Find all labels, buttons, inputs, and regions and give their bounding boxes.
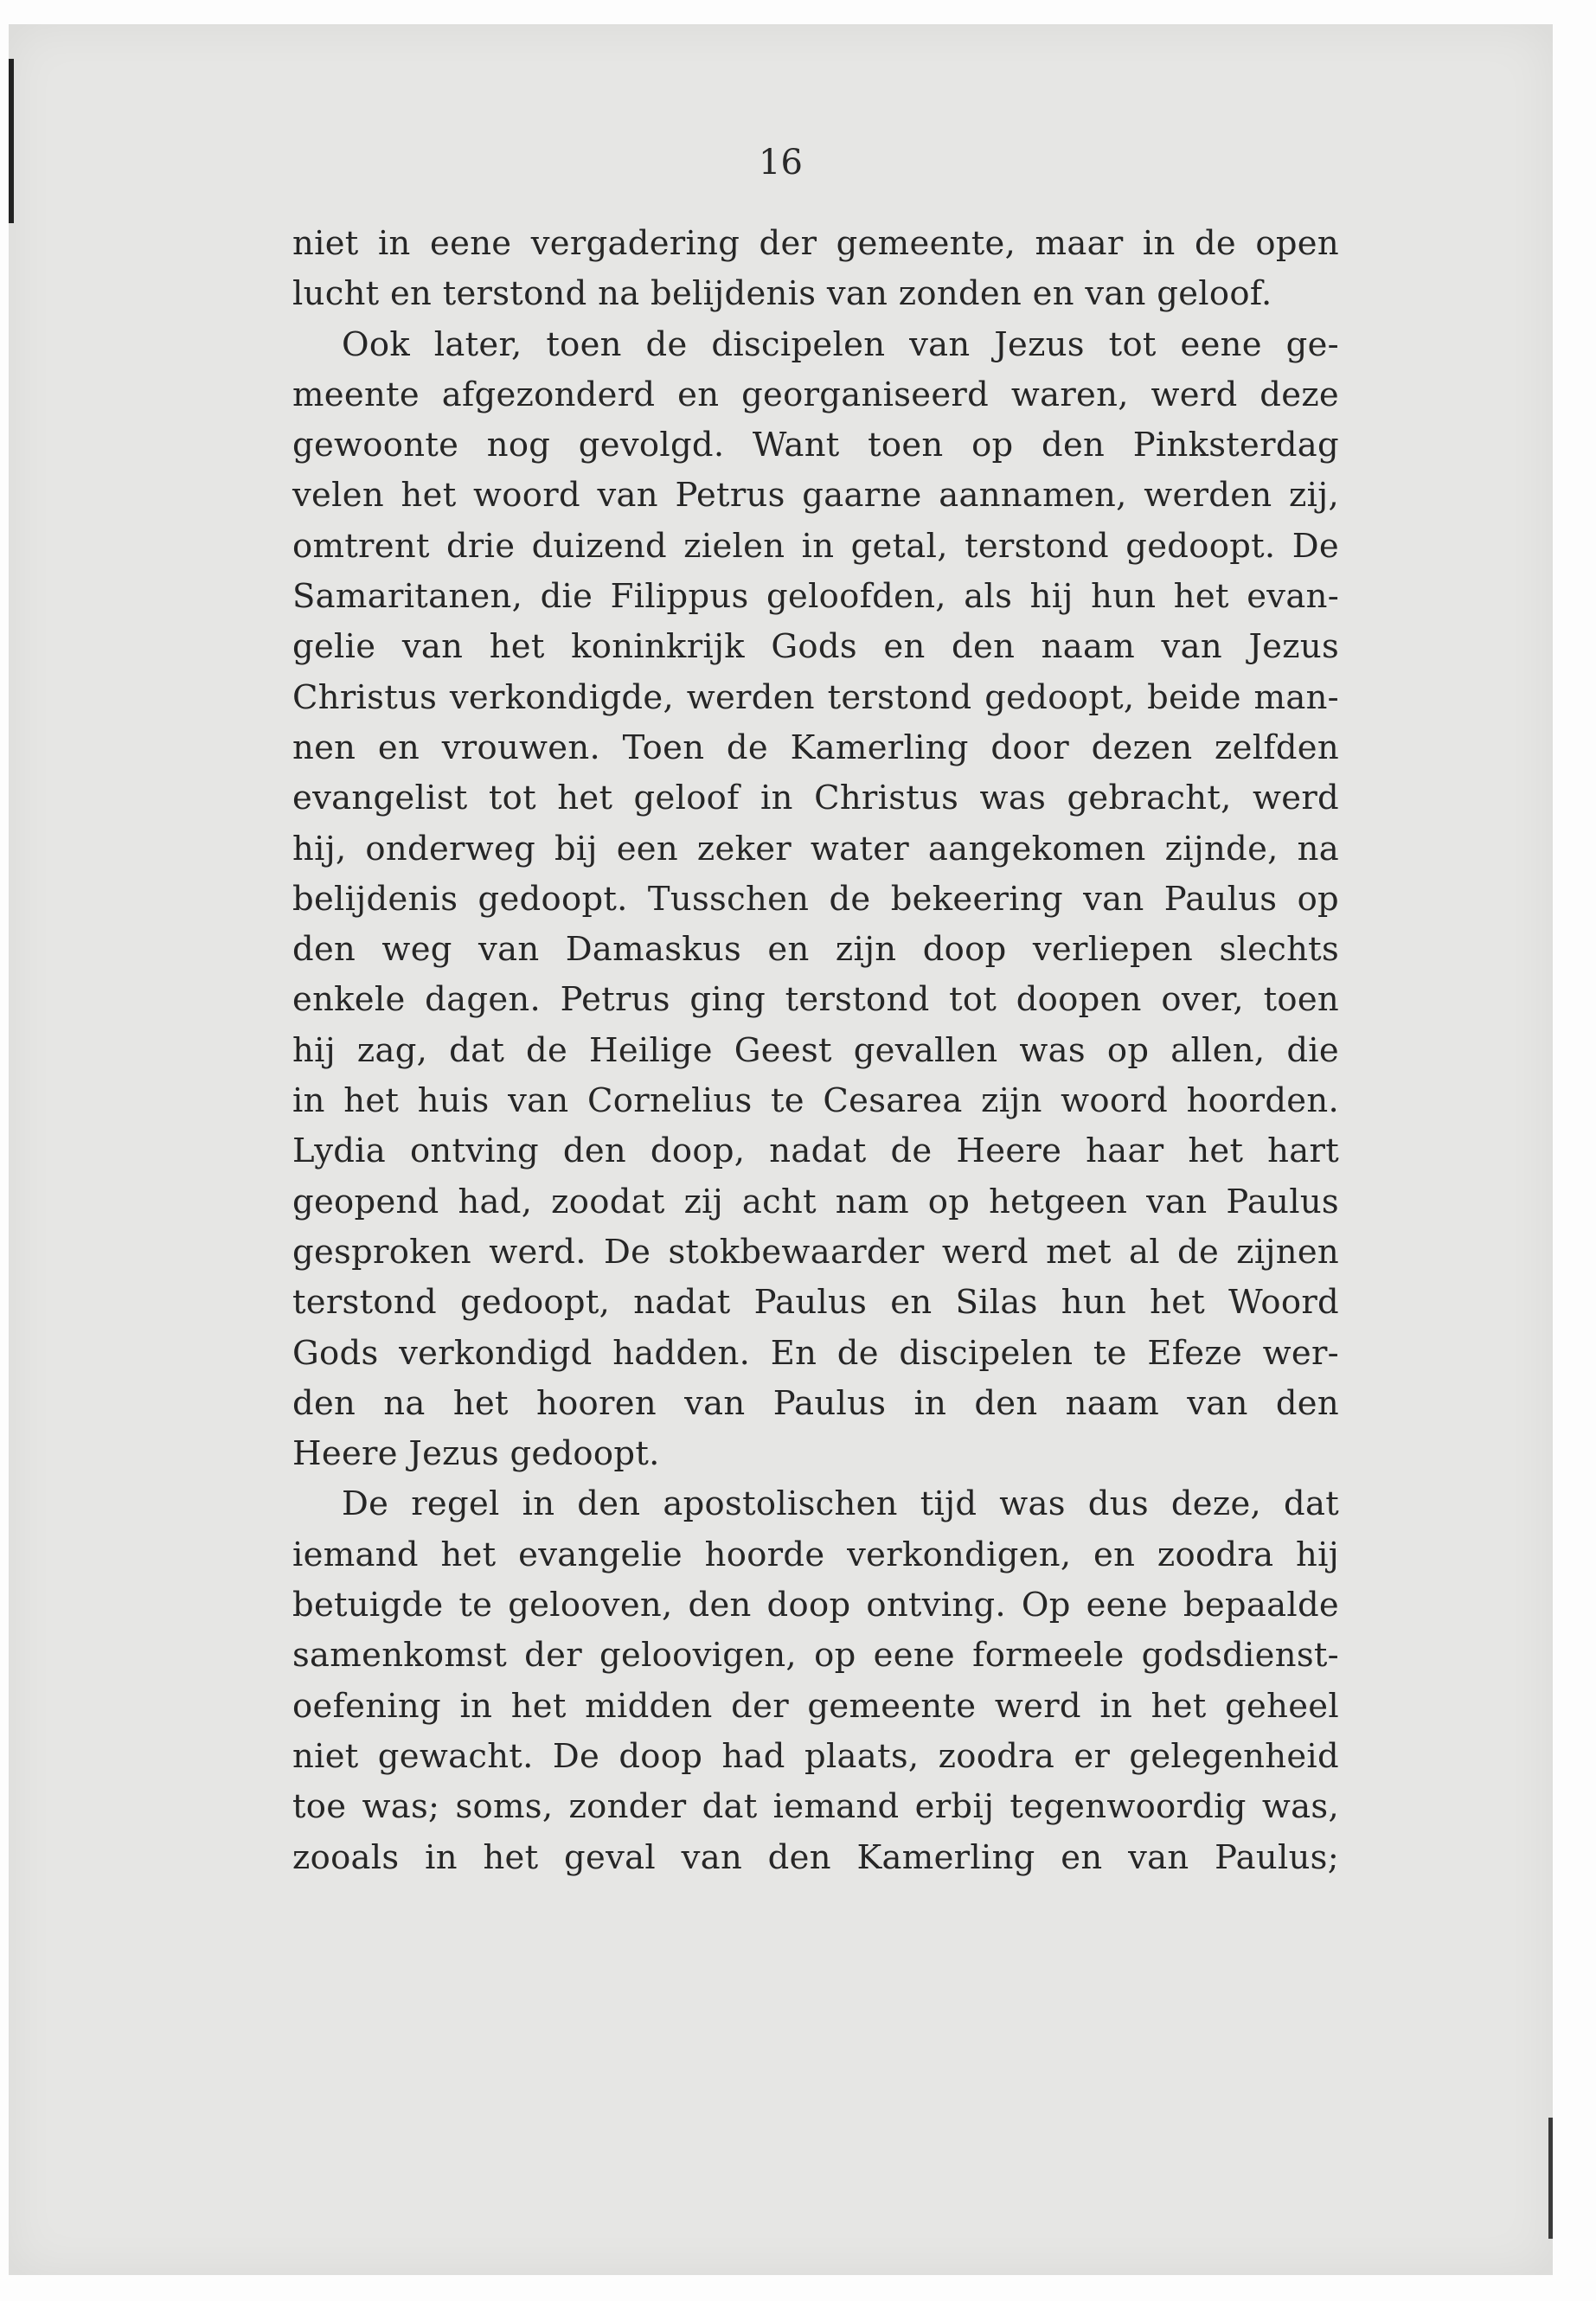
text-line: betuigde te gelooven, den doop ontving. Op eene bepaalde — [292, 1586, 1339, 1625]
text-line: gesproken werd. De stokbewaarder werd met al de zijnen — [292, 1232, 1339, 1272]
text-line: Gods verkondigd hadden. En de discipelen te Efeze wer- — [292, 1333, 1339, 1373]
text-line: toe was; soms, zonder dat iemand erbij tegenwoordig was, — [292, 1787, 1339, 1827]
text-line: lucht en terstond na belijdenis van zonden en van geloof. — [292, 274, 1272, 314]
page-edge-shadow-left — [9, 59, 14, 223]
text-line: enkele dagen. Petrus ging terstond tot doopen over, toen — [292, 980, 1339, 1020]
page-number: 16 — [759, 143, 803, 183]
text-line: geopend had, zoodat zij acht nam op hetgeen van Paulus — [292, 1182, 1339, 1221]
text-line: nen en vrouwen. Toen de Kamerling door dezen zelfden — [292, 727, 1339, 767]
text-line: Samaritanen, die Filippus geloofden, als hij hun het evan- — [292, 577, 1339, 617]
text-line: oefening in het midden der gemeente werd in het geheel — [292, 1686, 1339, 1726]
text-line: velen het woord van Petrus gaarne aannamen, werden zij, — [292, 476, 1339, 516]
text-line: den weg van Damaskus en zijn doop verliepen slechts — [292, 930, 1339, 970]
text-line: terstond gedoopt, nadat Paulus en Silas hun het Woord — [292, 1283, 1339, 1323]
text-line: gelie van het koninkrijk Gods en den naam van Jezus — [292, 627, 1339, 667]
body-text — [292, 219, 1339, 1883]
text-line: hij, onderweg bij een zeker water aangekomen zijnde, na — [292, 829, 1339, 868]
text-line: omtrent drie duizend zielen in getal, terstond gedoopt. De — [292, 526, 1339, 566]
text-line: belijdenis gedoopt. Tusschen de bekeering van Paulus op — [292, 879, 1339, 919]
text-line: Christus verkondigde, werden terstond gedoopt, beide man- — [292, 677, 1339, 717]
text-line: evangelist tot het geloof in Christus was gebracht, werd — [292, 779, 1339, 818]
text-line: den na het hooren van Paulus in den naam van den — [292, 1383, 1339, 1423]
text-line: niet in eene vergadering der gemeente, maar in de open — [292, 224, 1339, 263]
page-edge-shadow-right — [1548, 2118, 1553, 2239]
text-line: iemand het evangelie hoorde verkondigen, en zoodra hij — [292, 1535, 1339, 1574]
book-page — [9, 24, 1553, 2275]
text-line: samenkomst der geloovigen, op eene formeele godsdienst- — [292, 1636, 1339, 1676]
text-line: Heere Jezus gedoopt. — [292, 1434, 660, 1474]
text-line: De regel in den apostolischen tijd was dus deze, dat — [342, 1484, 1339, 1524]
text-line: Lydia ontving den doop, nadat de Heere haar het hart — [292, 1131, 1339, 1171]
text-line: hij zag, dat de Heilige Geest gevallen was op allen, die — [292, 1030, 1339, 1070]
text-line: zooals in het geval van den Kamerling en van Paulus; — [292, 1837, 1339, 1877]
text-line: niet gewacht. De doop had plaats, zoodra er gelegenheid — [292, 1736, 1339, 1776]
text-line: gewoonte nog gevolgd. Want toen op den Pinksterdag — [292, 426, 1339, 465]
text-line: Ook later, toen de discipelen van Jezus tot eene ge- — [342, 324, 1339, 364]
text-line: in het huis van Cornelius te Cesarea zijn woord hoorden. — [292, 1081, 1339, 1121]
text-line: meente afgezonderd en georganiseerd waren, werd deze — [292, 375, 1339, 414]
